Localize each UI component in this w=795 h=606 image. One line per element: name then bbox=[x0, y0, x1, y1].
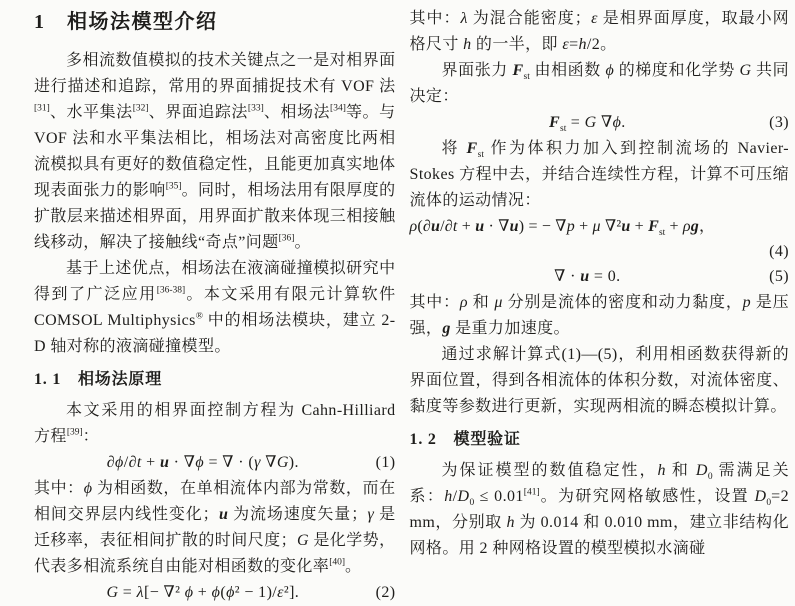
variable: p bbox=[742, 294, 752, 311]
variable: ε bbox=[562, 36, 570, 53]
variable: ε bbox=[277, 584, 284, 601]
subsection-heading: 1. 1 相场法原理 bbox=[34, 371, 163, 388]
variable: λ bbox=[460, 10, 468, 27]
variable: ρ bbox=[682, 218, 691, 235]
variable: γ bbox=[367, 506, 375, 523]
paragraph bbox=[410, 58, 789, 110]
text-run: [− ∇² bbox=[143, 584, 185, 601]
citation-ref: [31] bbox=[34, 103, 50, 114]
subscript: st bbox=[523, 72, 530, 83]
variable: ϕ bbox=[612, 114, 622, 131]
variable: ϕ bbox=[195, 454, 205, 471]
text-run: 其中： bbox=[34, 480, 84, 497]
variable: G bbox=[739, 62, 752, 79]
equation bbox=[410, 110, 789, 136]
text-run: 。为研究网格敏感性，设置 bbox=[539, 488, 755, 505]
vector-variable: g bbox=[690, 218, 699, 235]
text-run: ∇ · bbox=[554, 268, 581, 285]
paragraph bbox=[34, 476, 396, 580]
variable: G bbox=[106, 584, 119, 601]
text-run: 多相流数值模拟的技术关键点之一是对相界面进行描述和追踪，常用的界面捕捉技术有 VOF 法 bbox=[34, 52, 396, 95]
text-run: 是迁移率，表征相间扩散的时间尺度； bbox=[34, 506, 396, 549]
text-run: ² − 1)/ bbox=[234, 584, 278, 601]
text-run: 和 bbox=[665, 462, 696, 479]
subscript: 0 bbox=[469, 498, 475, 509]
subscript: st bbox=[477, 150, 484, 161]
text-run: 是压强， bbox=[409, 294, 790, 337]
text-run: + bbox=[457, 218, 476, 235]
variable: h bbox=[657, 462, 666, 479]
variable: ϕ bbox=[605, 62, 615, 79]
paragraph bbox=[34, 398, 396, 450]
equation-body bbox=[34, 580, 372, 606]
citation-ref: [40] bbox=[329, 557, 346, 568]
citation-ref: [36-38] bbox=[156, 285, 186, 296]
text-run: + bbox=[141, 454, 160, 471]
text-run: 。 bbox=[294, 234, 311, 251]
text-run: 本文采用的相界面控制方程为 Cahn-Hilliard 方程 bbox=[34, 402, 396, 445]
right-column bbox=[410, 6, 789, 596]
text-run: 分别是流体的密度和动力黏度， bbox=[502, 294, 743, 311]
text-run: . bbox=[621, 114, 626, 131]
variable: ϕ bbox=[184, 584, 194, 601]
vector-variable: u bbox=[218, 506, 229, 523]
text-run: 共同决定： bbox=[409, 62, 789, 105]
variable: h bbox=[444, 488, 453, 505]
equation-number: (5) bbox=[769, 268, 789, 285]
text-run: 作为体积力加入到控制流场的 Navier-Stokes 方程中去，并结合连续性方程，计算不可压缩流体的运动情况： bbox=[409, 140, 789, 209]
text-run: ， bbox=[699, 218, 716, 235]
text-run: ( bbox=[220, 584, 227, 601]
vector-variable: u bbox=[475, 218, 485, 235]
paragraph bbox=[410, 458, 789, 562]
variable: G bbox=[276, 454, 289, 471]
variable: h bbox=[578, 36, 587, 53]
text-run: 界面张力 bbox=[441, 62, 513, 79]
text-run: ) = − ∇ bbox=[518, 218, 567, 235]
variable: G bbox=[584, 114, 597, 131]
text-run: 将 bbox=[441, 140, 467, 157]
variable: ε bbox=[591, 10, 598, 27]
citation-ref: [32] bbox=[132, 103, 149, 114]
equation bbox=[34, 580, 396, 606]
text-run: 为混合能密度； bbox=[467, 10, 592, 27]
text-run: 是相界面厚度，取最小网格尺寸 bbox=[409, 10, 790, 53]
variable: ρ bbox=[459, 294, 468, 311]
text-run: 由相函数 bbox=[529, 62, 606, 79]
equation-number: (3) bbox=[769, 114, 789, 131]
variable: μ bbox=[494, 294, 503, 311]
citation-ref: [35] bbox=[165, 181, 182, 192]
equation-body bbox=[410, 214, 789, 240]
text-run: / bbox=[452, 488, 458, 505]
text-run: = bbox=[569, 36, 579, 53]
citation-ref: [34] bbox=[330, 103, 346, 114]
equation-body bbox=[34, 450, 372, 476]
paragraph bbox=[410, 136, 789, 214]
text-run: 的一半，即 bbox=[471, 36, 563, 53]
text-run: 是重力加速度。 bbox=[450, 320, 570, 337]
variable: G bbox=[296, 532, 309, 549]
paragraph bbox=[410, 342, 789, 420]
variable: t bbox=[452, 218, 458, 235]
variable: h bbox=[463, 36, 472, 53]
text-run: 需满足关系： bbox=[409, 462, 789, 505]
vector-variable: g bbox=[442, 320, 451, 337]
vector-variable: u bbox=[580, 268, 590, 285]
citation-ref: [41] bbox=[523, 487, 540, 498]
vector-variable: u bbox=[621, 218, 631, 235]
text-run: 、界面追踪法 bbox=[148, 104, 248, 121]
subsection-heading: 1. 2 模型验证 bbox=[409, 431, 521, 448]
subscript: 0 bbox=[707, 472, 713, 483]
subscript: 0 bbox=[766, 498, 772, 509]
text-run: 是化学势，代表多相流系统自由能对相函数的变化率 bbox=[34, 532, 396, 575]
section-heading: 1 相场法模型介绍 bbox=[34, 11, 218, 33]
variable: λ bbox=[136, 584, 144, 601]
equation-body bbox=[410, 264, 766, 290]
text-run: ∇ bbox=[260, 454, 277, 471]
vector-variable: F bbox=[466, 140, 478, 157]
text-run: + bbox=[665, 218, 683, 235]
vector-variable: F bbox=[648, 218, 659, 235]
text-run: /∂ bbox=[440, 218, 453, 235]
text-run: 其中： bbox=[409, 10, 461, 27]
equation-number: (1) bbox=[375, 454, 396, 471]
citation-ref: [33] bbox=[247, 103, 264, 114]
text-run: 等。与 VOF 法和水平集法相比，相场法对高密度比两相流模拟具有更好的数值稳定性，且能更加真实地体现表面张力的影响 bbox=[34, 104, 396, 199]
paragraph bbox=[410, 6, 789, 58]
text-run: · ∇ bbox=[169, 454, 196, 471]
text-run: 。本文采用有限元计算软件 COMSOL Multiphysics bbox=[34, 286, 396, 329]
variable: ∂t bbox=[128, 454, 142, 471]
variable: ρ bbox=[409, 218, 418, 235]
equation bbox=[34, 450, 396, 476]
text-run: 为相函数，在单相流体内部为常数，而在相间交界层内线性变化； bbox=[34, 480, 396, 523]
text-run: ： bbox=[82, 428, 100, 445]
text-run: 。 bbox=[345, 558, 362, 575]
variable: ϕ bbox=[83, 480, 93, 497]
text-run: 为 0.014 和 0.010 mm，建立非结构化网格。用 2 种网格设置的模型模拟水滴碰 bbox=[409, 514, 789, 557]
variable: D bbox=[457, 488, 470, 505]
text-run: 基于上述优点，相场法在液滴碰撞模拟研究中得到了广泛应用 bbox=[34, 260, 396, 303]
text-run: /2。 bbox=[586, 36, 617, 53]
paragraph bbox=[34, 256, 396, 360]
equation bbox=[410, 264, 789, 290]
text-run: 中的相场法模块，建立 2-D 轴对称的液滴碰撞模型。 bbox=[34, 312, 396, 355]
text-run: ∇² bbox=[600, 218, 622, 235]
text-run: ²]. bbox=[283, 584, 300, 601]
text-run: = 0. bbox=[589, 268, 621, 285]
variable: γ bbox=[254, 454, 261, 471]
text-run: ∇ bbox=[596, 114, 613, 131]
variable: ϕ bbox=[211, 584, 221, 601]
text-run: ≤ 0.01 bbox=[474, 488, 524, 505]
text-run: 通过求解计算式(1)—(5)，利用相函数获得新的界面位置，得到各相流体的体积分数，对流体密度、黏度等参数进行更新，实现两相流的瞬态模拟计算。 bbox=[409, 346, 789, 415]
text-run: (∂ bbox=[417, 218, 432, 235]
citation-ref: ® bbox=[195, 311, 203, 322]
text-run: ). bbox=[288, 454, 299, 471]
paragraph bbox=[410, 290, 789, 342]
text-run: + bbox=[193, 584, 212, 601]
text-run: = ∇ · ( bbox=[204, 454, 255, 471]
citation-ref: [39] bbox=[66, 427, 83, 438]
variable: h bbox=[506, 514, 515, 531]
text-run: 其中： bbox=[409, 294, 460, 311]
vector-variable: u bbox=[431, 218, 441, 235]
text-run: =2 mm，分别取 bbox=[409, 488, 789, 531]
text-run: + bbox=[630, 218, 649, 235]
vector-variable: u bbox=[509, 218, 519, 235]
text-run: 、相场法 bbox=[263, 104, 331, 121]
equation-number: (4) bbox=[769, 243, 789, 260]
equation-number: (2) bbox=[375, 584, 396, 601]
equation-body bbox=[410, 110, 766, 136]
text-run: = bbox=[118, 584, 137, 601]
left-column bbox=[34, 6, 396, 601]
text-run: / bbox=[123, 454, 129, 471]
text-run: 、水平集法 bbox=[49, 104, 133, 121]
subscript: st bbox=[560, 124, 567, 135]
variable: D bbox=[695, 462, 708, 479]
variable: D bbox=[754, 488, 767, 505]
text-run: 为保证模型的数值稳定性， bbox=[441, 462, 658, 479]
vector-variable: F bbox=[512, 62, 524, 79]
citation-ref: [36] bbox=[278, 233, 295, 244]
equation bbox=[410, 214, 789, 264]
vector-variable: u bbox=[159, 454, 170, 471]
variable: μ bbox=[592, 218, 601, 235]
text-run: + bbox=[574, 218, 593, 235]
variable: ϕ bbox=[226, 584, 235, 601]
text-run: = bbox=[566, 114, 585, 131]
subscript: st bbox=[658, 228, 666, 239]
vector-variable: F bbox=[548, 114, 561, 131]
paragraph bbox=[34, 48, 396, 256]
text-run: 为流场速度矢量； bbox=[228, 506, 368, 523]
text-run: 的梯度和化学势 bbox=[614, 62, 740, 79]
text-run: · ∇ bbox=[484, 218, 510, 235]
variable: p bbox=[566, 218, 575, 235]
text-run: 和 bbox=[467, 294, 495, 311]
text-run: 。同时，相场法用有限厚度的扩散层来描述相界面，用界面扩散来体现三相接触线移动，解决了接触线“奇点”问题 bbox=[34, 182, 396, 251]
variable: ∂ϕ bbox=[106, 454, 124, 471]
